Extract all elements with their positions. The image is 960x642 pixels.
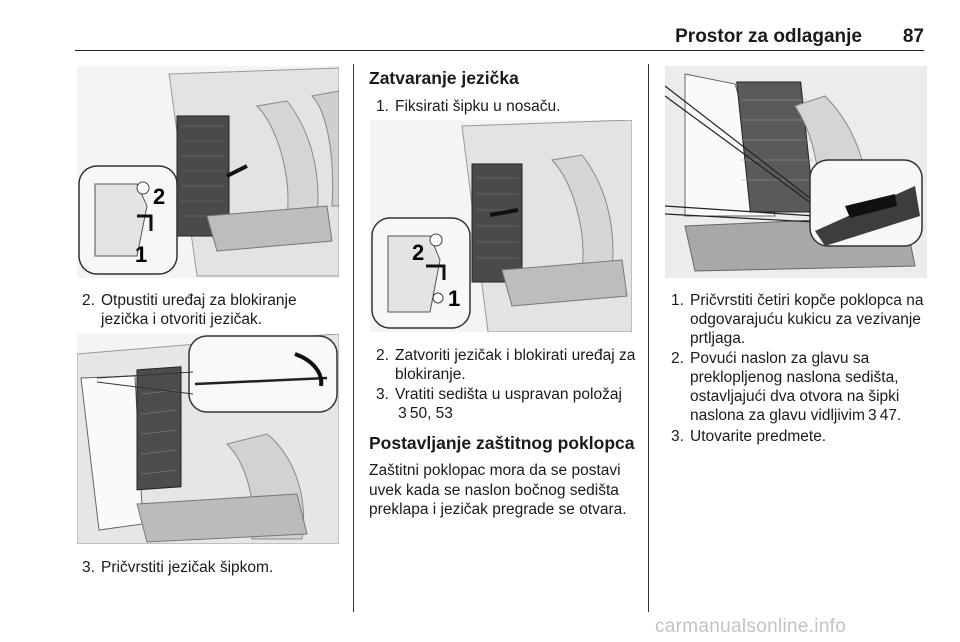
figure-fix-tab-with-rod xyxy=(77,334,339,544)
step-3-col3: 3. Utovarite predmete. xyxy=(671,428,827,445)
figure-label-1: 1 xyxy=(448,286,461,311)
column-divider-1 xyxy=(353,64,354,612)
step-3-col2: 3. Vratiti sedišta u uspravan položaj 3 50, 53 xyxy=(376,385,642,423)
figure-label-2: 2 xyxy=(412,240,425,265)
page-title: Prostor za odlaganje xyxy=(675,26,862,47)
figure-fasten-cover xyxy=(665,66,927,278)
column-divider-2 xyxy=(648,64,649,612)
figure-unlock-tab xyxy=(77,66,339,278)
page-reference: 3 50, 53 xyxy=(395,405,453,422)
heading-closing-tab: Zatvaranje jezička xyxy=(369,68,519,88)
step-2-col2: 2. Zatvoriti jezičak i blokirati uređaj za blokiranje. xyxy=(376,347,636,383)
figure-label-1: 1 xyxy=(135,242,148,267)
watermark: carmanualsonline.info xyxy=(655,616,847,637)
page-reference: 3 47. xyxy=(865,407,901,424)
page-number: 87 xyxy=(902,26,924,47)
heading-cover-install: Postavljanje zaštitnog poklopca xyxy=(369,433,635,453)
cover-paragraph: Zaštitni poklopac mora da se postavi uvek kada se naslon bočnog sedišta preklapa i jezičak pregrade se otvara. xyxy=(369,462,627,518)
figure-label-2: 2 xyxy=(153,184,166,209)
step-2-col1: 2. Otpustiti uređaj za blokiranje jezička i otvoriti jezičak. xyxy=(82,292,297,328)
step-3-col1: 3. Pričvrstiti jezičak šipkom. xyxy=(82,559,274,576)
page-header xyxy=(75,24,924,51)
figure-close-tab xyxy=(370,120,632,332)
step-1-col2: 1. Fiksirati šipku u nosaču. xyxy=(376,98,561,115)
step-2-col3: 2. Povući naslon za glavu sa preklopljenog naslona sedišta, ostavljajući dva otvora na šipki naslona za glavu vidljivim 3 47. xyxy=(671,349,933,425)
step-1-col3: 1. Pričvrstiti četiri kopče poklopca na odgovarajuću kukicu za vezivanje prtljaga. xyxy=(671,292,924,347)
